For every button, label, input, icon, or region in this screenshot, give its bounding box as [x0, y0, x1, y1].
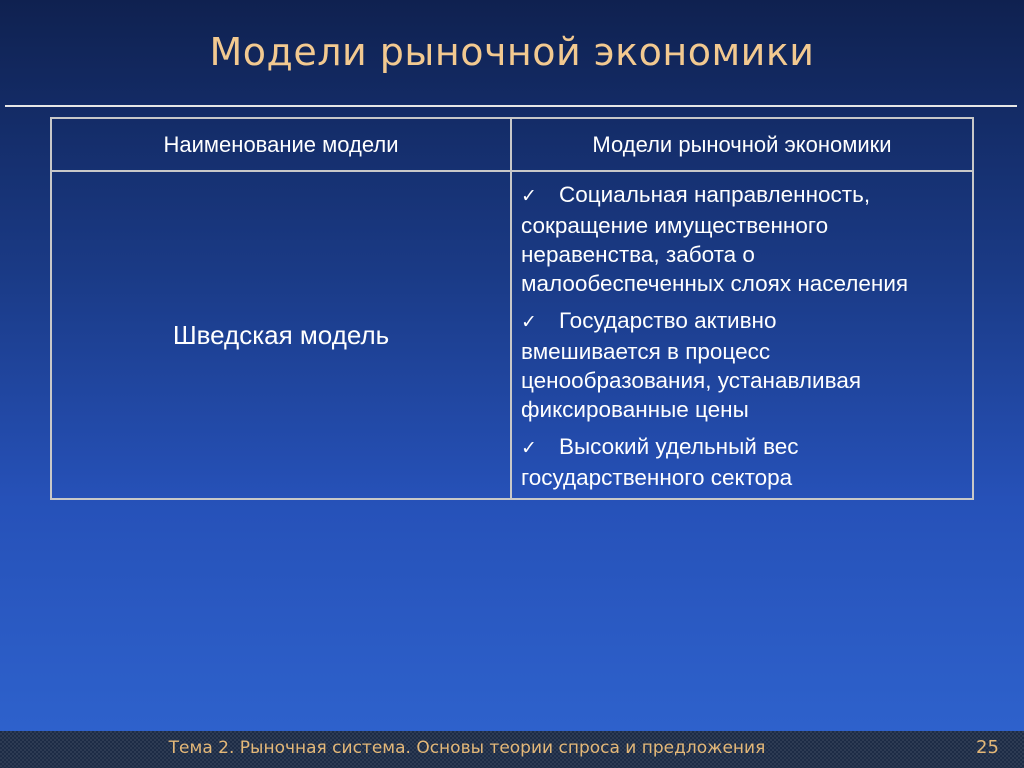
feature-text: сокращение имущественного неравенства, забота о малообеспеченных слоях населения	[521, 213, 909, 296]
feature-item	[521, 180, 962, 298]
checkmark-icon: ✓	[521, 437, 537, 459]
checkmark-icon: ✓	[521, 311, 537, 333]
feature-first-line: Высокий удельный вес	[559, 434, 799, 459]
feature-text: вмешивается в процесс ценообразования, устанавливая фиксированные цены	[521, 339, 862, 422]
checkmark-icon: ✓	[521, 185, 537, 207]
footer-caption: Тема 2. Рыночная система. Основы теории спроса и предложения	[168, 738, 766, 758]
feature-first-line: Социальная направленность,	[559, 182, 871, 207]
feature-item	[521, 432, 962, 492]
title-divider	[5, 105, 1017, 107]
model-name-cell: Шведская модель	[51, 171, 511, 499]
header-model-name: Наименование модели	[51, 118, 511, 171]
feature-first-line: Государство активно	[559, 308, 777, 333]
models-table	[50, 117, 974, 500]
table-row	[51, 171, 973, 499]
slide-number: 25	[976, 737, 999, 758]
footer-bar	[0, 731, 1024, 768]
features-cell	[511, 171, 973, 499]
feature-item	[521, 306, 962, 424]
feature-text: государственного сектора	[521, 465, 793, 490]
slide-title: Модели рыночной экономики	[209, 30, 815, 74]
table-header-row	[51, 118, 973, 171]
header-economy-models: Модели рыночной экономики	[511, 118, 973, 171]
